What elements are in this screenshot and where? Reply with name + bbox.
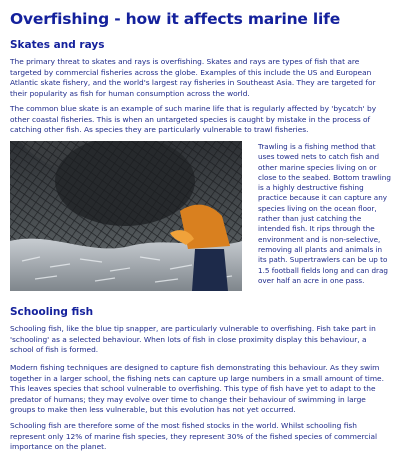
skates-paragraph-2: The common blue skate is an example of such marine life that is regularly affected by 'bycatch' by other coastal fisheries. This is when an untargeted species is caught by mistake in the process of catching other fish. As species they are particularly vulnerable to trawl fisheries. — [10, 104, 377, 135]
section-heading-schooling: Schooling fish — [10, 306, 94, 318]
page-title: Overfishing - how it affects marine life — [10, 10, 341, 28]
schooling-paragraph-2: Modern fishing techniques are designed to capture fish demonstrating this behaviour. As they swim together in a larger school, the fishing nets can capture up large numbers in a small amount of time. This leaves species that school vulnerable to overfishing. This type of fish have yet to adapt to the predator of humans; they may evolve over time to change their behaviour of swimming in large groups to make then less vulnerable, but this evolution has not yet occurred. — [10, 363, 384, 415]
trawling-sidebar-text: Trawling is a fishing method that uses towed nets to catch fish and other marine species living on or close to the seabed. Bottom trawling is a highly destructive fishing practice because it can capture any species living on the ocean floor, rather than just catching the intended fish. It rips through the environment and is non-selective, removing all plants and animals in its path. Supertrawlers can be up to 1.5 football fields long and can drag over half an acre in one pass. — [258, 142, 391, 285]
trawler-net-photo — [10, 141, 242, 291]
schooling-paragraph-1: Schooling fish, like the blue tip snapper, are particularly vulnerable to overfishing. Fish take part in 'schooling' as a selected behaviour. When lots of fish in close proximity display this behaviour, a school of fish is formed. — [10, 324, 376, 355]
skates-paragraph-1: The primary threat to skates and rays is overfishing. Skates and rays are types of fish that are targeted by commercial fisheries across the globe. Examples of this include the US and European Atlantic skate fishery, and the world's largest ray fisheries in Southeast Asia. They are targeted for their popularity as fish for human consumption across the world. — [10, 57, 376, 98]
section-heading-skates: Skates and rays — [10, 39, 105, 51]
schooling-paragraph-3: Schooling fish are therefore some of the most fished stocks in the world. Whilst schooling fish represent only 12% of marine fish species, they represent 30% of the fished species of commercial importance on the planet. — [10, 421, 378, 452]
